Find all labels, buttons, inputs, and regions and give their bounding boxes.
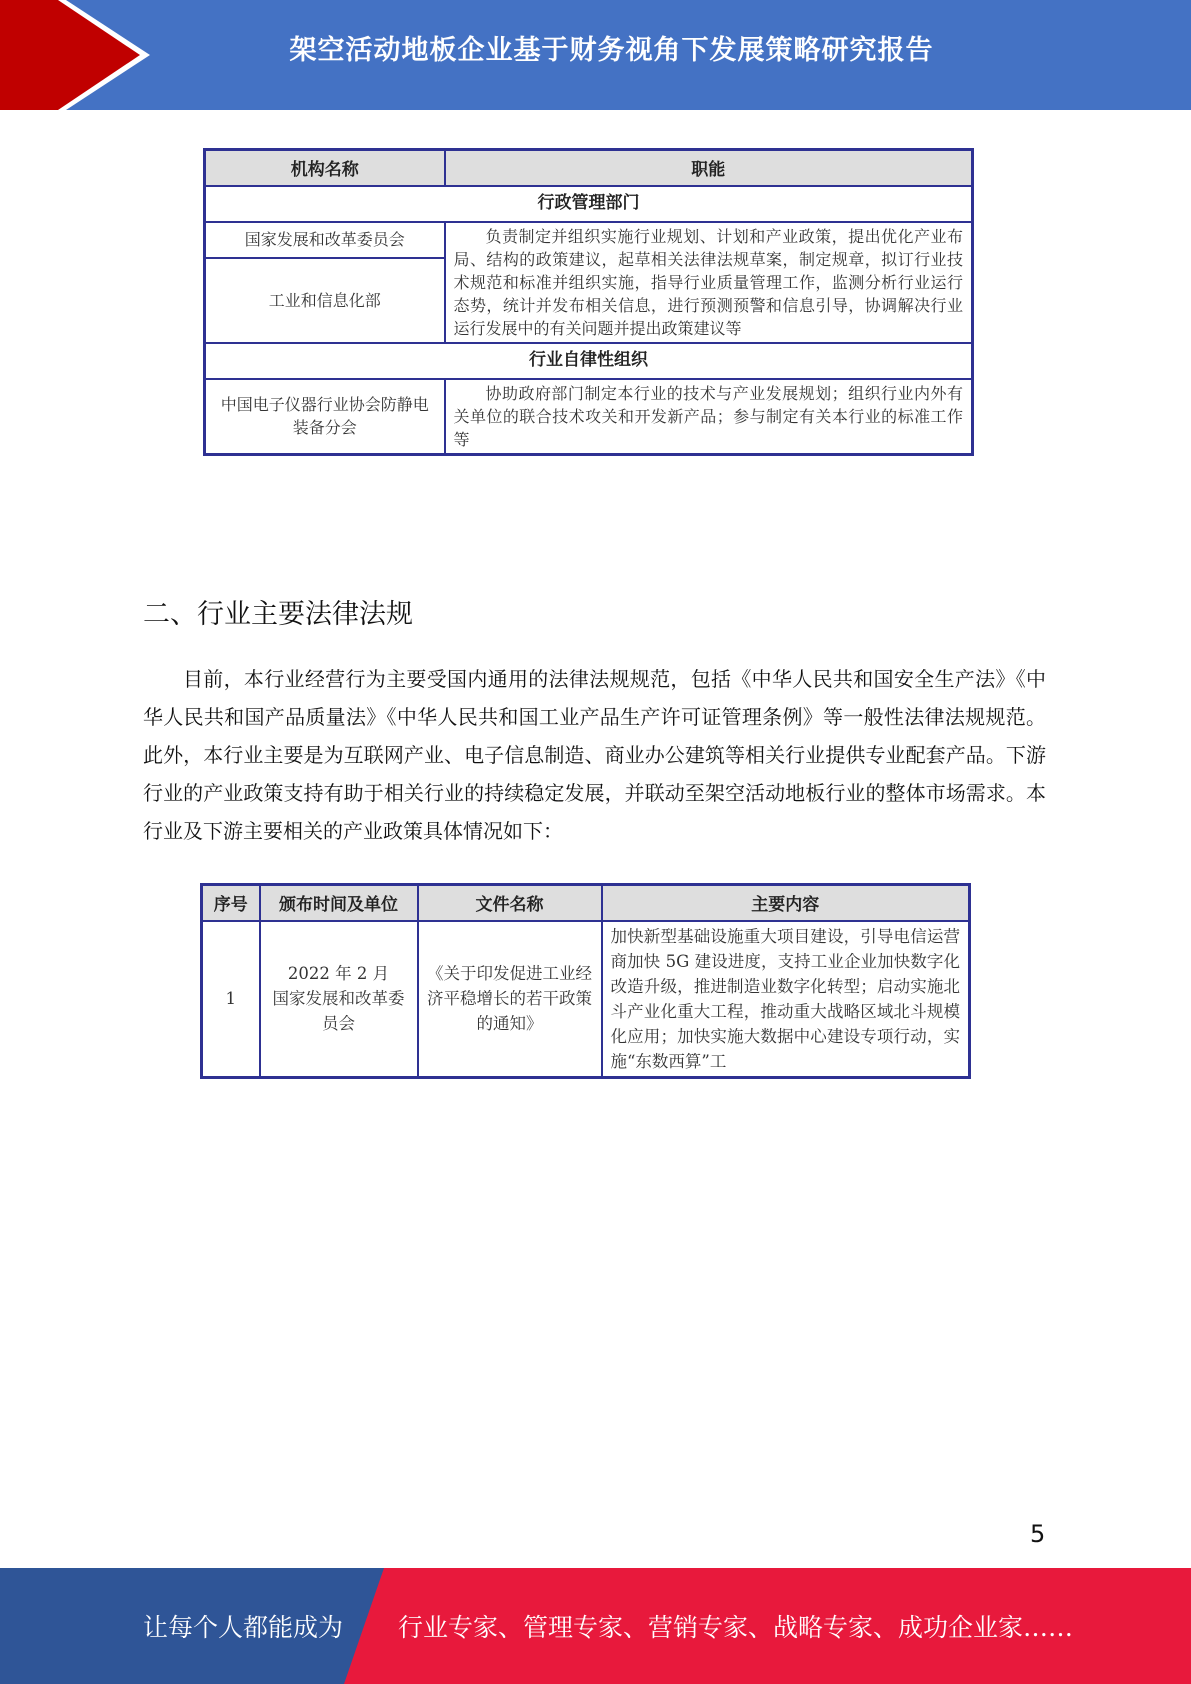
header-banner bbox=[0, 0, 1191, 110]
table-row bbox=[202, 921, 970, 1078]
main-content: 加快新型基础设施重大项目建设，引导电信运营商加快 5G 建设进度，支持工业企业加快数字化改造升级，推进制造业数字化转型；启动实施北斗产业化重大工程，推动重大战略区域北斗规模化应用；加快实施大数据中心建设专项行动，实施“东数西算”工 bbox=[602, 921, 970, 1078]
body-paragraph: 目前，本行业经营行为主要受国内通用的法律法规规范，包括《中华人民共和国安全生产法》《中华人民共和国产品质量法》《中华人民共和国工业产品生产许可证管理条例》等一般性法律法规规范。此外，本行业主要是为互联网产业、电子信息制造、商业办公建筑等相关行业提供专业配套产品。下游行业的产业政策支持有助于相关行业的持续稳定发展，并联动至架空活动地板行业的整体市场需求。本行业及下游主要相关的产业政策具体情况如下： bbox=[143, 667, 1046, 843]
column-header: 序号 bbox=[202, 885, 260, 921]
column-header: 机构名称 bbox=[205, 150, 445, 186]
table-header-row bbox=[205, 150, 973, 186]
column-header: 职能 bbox=[445, 150, 973, 186]
issue-date-unit bbox=[260, 921, 418, 1078]
footer-slogan-right: 行业专家、管理专家、营销专家、战略专家、成功企业家…… bbox=[398, 1613, 1074, 1642]
section-row bbox=[205, 186, 973, 222]
document-name: 《关于印发促进工业经济平稳增长的若干政策的通知》 bbox=[418, 921, 602, 1078]
footer-banner bbox=[0, 1568, 1191, 1684]
issue-date: 2022 年 2 月 bbox=[287, 964, 390, 983]
column-header: 文件名称 bbox=[418, 885, 602, 921]
section-label: 行业自律性组织 bbox=[205, 343, 973, 379]
org-duty: 负责制定并组织实施行业规划、计划和产业政策，提出优化产业布局、结构的政策建议，起草相关法律法规草案，制定规章，拟订行业技术规范和标准并组织实施，指导行业质量管理工作，监测分析行业运行态势，统计并发布相关信息，进行预测预警和信息引导，协调解决行业运行发展中的有关问题并提出政策建议等 bbox=[445, 222, 973, 343]
footer-slogan-left: 让每个人都能成为 bbox=[143, 1613, 344, 1642]
table-header-row bbox=[202, 885, 970, 921]
page-number: 5 bbox=[1030, 1520, 1046, 1548]
issuing-unit: 国家发展和改革委员会 bbox=[272, 989, 405, 1033]
org-name: 中国电子仪器行业协会防静电装备分会 bbox=[205, 379, 445, 455]
table-row bbox=[205, 222, 973, 258]
org-name: 国家发展和改革委员会 bbox=[205, 222, 445, 258]
row-number: 1 bbox=[202, 921, 260, 1078]
section-row bbox=[205, 343, 973, 379]
table-row bbox=[205, 379, 973, 455]
agency-table bbox=[203, 148, 974, 456]
section-heading: 二、行业主要法律法规 bbox=[143, 599, 413, 630]
org-name: 工业和信息化部 bbox=[205, 258, 445, 343]
policy-table bbox=[200, 883, 971, 1079]
column-header: 颁布时间及单位 bbox=[260, 885, 418, 921]
column-header: 主要内容 bbox=[602, 885, 970, 921]
report-title: 架空活动地板企业基于财务视角下发展策略研究报告 bbox=[289, 35, 934, 66]
section-label: 行政管理部门 bbox=[205, 186, 973, 222]
org-duty: 协助政府部门制定本行业的技术与产业发展规划；组织行业内外有关单位的联合技术攻关和开发新产品；参与制定有关本行业的标准工作等 bbox=[445, 379, 973, 455]
